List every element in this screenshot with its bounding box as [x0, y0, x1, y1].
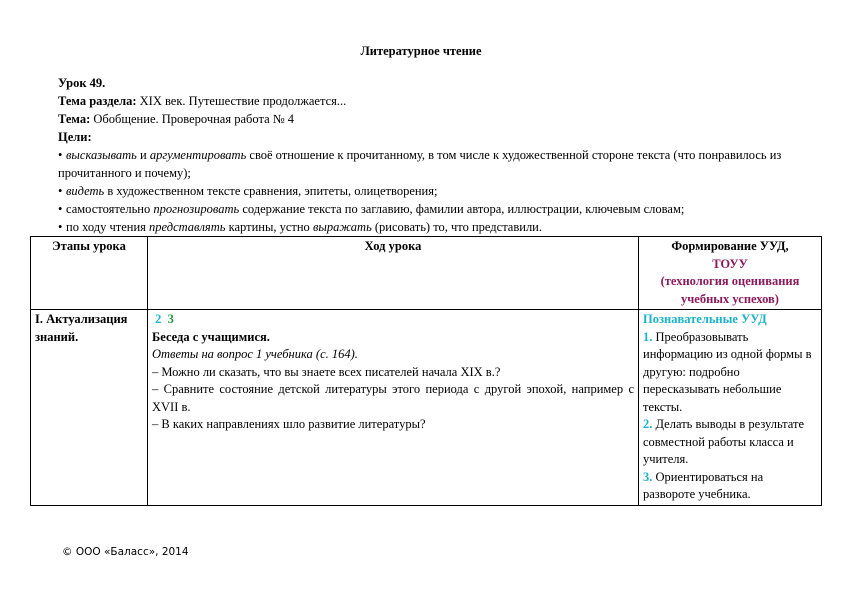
uud-item: 1. Преобразовывать информацию из одной формы в другую: подробно пересказывать небольшие тексты. — [643, 329, 812, 414]
column-header-stage: Этапы урока — [31, 237, 148, 310]
course-answers: Ответы на вопрос 1 учебника (с. 164). — [152, 347, 358, 361]
goal-item: • по ходу чтения представлять картины, устно выражать (рисовать) то, что представили. — [58, 220, 542, 234]
goals-label: Цели: — [58, 130, 92, 144]
course-question: – В каких направлениях шло развитие литературы? — [152, 417, 426, 431]
slide-numbers: 2 3 — [155, 312, 174, 326]
section-line: Тема раздела: XIX век. Путешествие продолжается... — [58, 94, 347, 108]
course-cell — [148, 310, 639, 506]
table-header-row — [31, 237, 822, 310]
copyright-footer: © ООО «Баласс», 2014 — [62, 546, 189, 558]
uud-item: 3. Ориентироваться на развороте учебника. — [643, 469, 764, 501]
stage-cell: I. Актуализация знаний. — [31, 310, 148, 506]
lesson-table — [30, 236, 822, 506]
goal-item: • самостоятельно прогнозировать содержание текста по заглавию, фамилии автора, иллюстрации, ключевым словам; — [58, 202, 685, 216]
topic-line: Тема: Обобщение. Проверочная работа № 4 — [58, 112, 295, 126]
touu-label: ТОУУ — [712, 256, 748, 271]
column-header-course: Ход урока — [148, 237, 639, 310]
document-title: Литературное чтение — [360, 44, 482, 58]
course-question: – Можно ли сказать, что вы знаете всех писателей начала XIX в.? — [152, 364, 501, 379]
course-heading: Беседа с учащимися. — [152, 329, 270, 344]
goal-item: • видеть в художественном тексте сравнения, эпитеты, олицетворения; — [58, 184, 438, 198]
table-row — [31, 310, 822, 506]
uud-item: 2. Делать выводы в результате совместной работы класса и учителя. — [643, 417, 805, 466]
touu-note: (технология оценивания учебных успехов) — [660, 274, 800, 306]
lesson-header — [58, 74, 788, 236]
lesson-number: Урок 49. — [58, 76, 106, 90]
uud-heading: Познавательные УУД — [643, 312, 767, 326]
goal-item: • высказывать и аргументировать своё отношение к прочитанному, в том числе к художественной стороне текста (что понравилось из прочитанного и почему); — [58, 148, 782, 180]
course-question: – Сравните состояние детской литературы этого периода с другой эпохой, например с XVII в. — [152, 382, 634, 414]
uud-cell — [639, 310, 822, 506]
column-header-uud: Формирование УУД, ТОУУ (технология оценивания учебных успехов) — [639, 237, 822, 310]
